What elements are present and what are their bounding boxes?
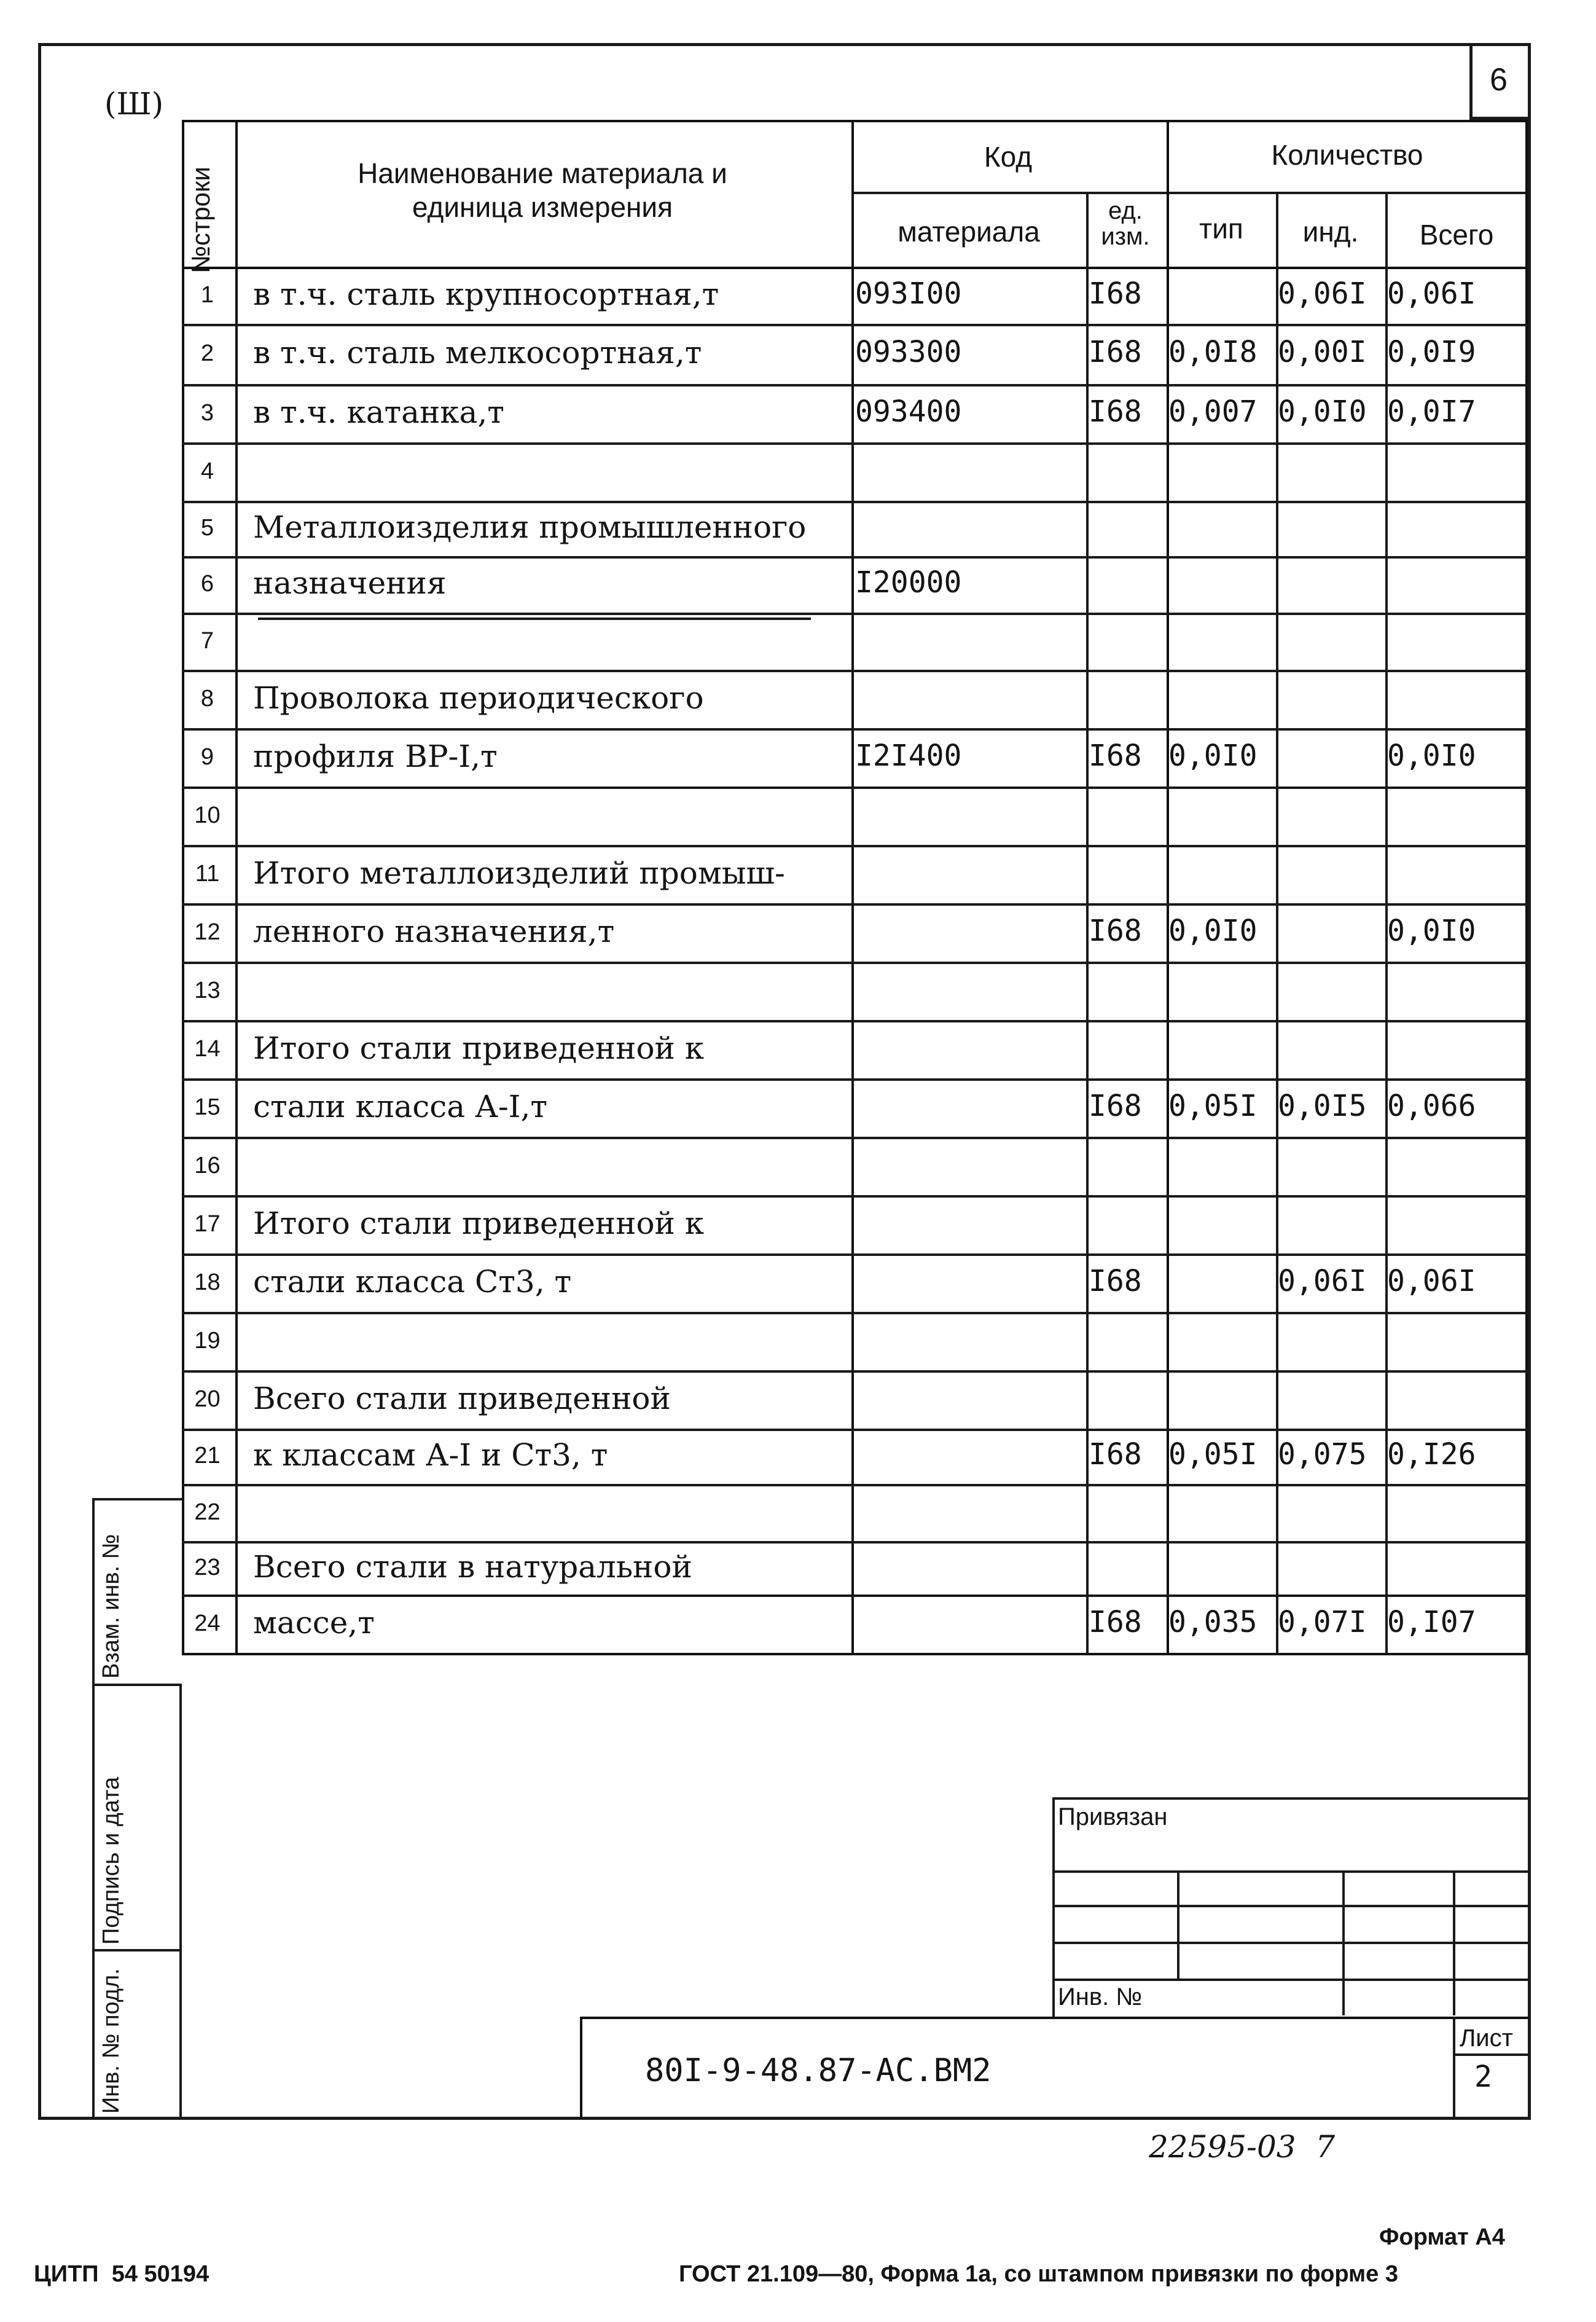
stamp-col — [1342, 1870, 1345, 2015]
material-name: Итого металлоизделий промыш- — [253, 855, 785, 891]
row-line — [182, 1020, 1528, 1022]
unit-code: I68 — [1089, 1604, 1142, 1639]
unit-code: I68 — [1089, 335, 1142, 369]
row-number: 18 — [194, 1269, 221, 1295]
corner-mark: (Ш) — [104, 86, 164, 122]
qty-total: 0,I26 — [1387, 1437, 1476, 1472]
row-line — [182, 1541, 1528, 1543]
unit-code: I68 — [1089, 913, 1142, 948]
row-line — [182, 845, 1528, 847]
material-name: стали класса Ст3, т — [253, 1263, 572, 1300]
row-number: 11 — [195, 860, 220, 887]
header-name-text: Наименование материала и единица измерения — [358, 157, 727, 224]
row-line — [182, 903, 1528, 906]
qty-type: 0,0I0 — [1168, 738, 1258, 773]
header-ind: инд. — [1302, 216, 1359, 248]
unit-code: I68 — [1089, 394, 1142, 429]
row-line — [182, 324, 1528, 326]
material-name: в т.ч. сталь мелкосортная,т — [253, 335, 702, 371]
material-name: Итого стали приведенной к — [253, 1205, 705, 1241]
row-line — [182, 384, 1528, 386]
unit-code: I68 — [1089, 1263, 1142, 1298]
margin-divider — [92, 1498, 182, 1500]
row-number: 13 — [194, 977, 221, 1003]
header-unit: ед. изм. — [1101, 197, 1150, 250]
qty-ind: 0,0I0 — [1278, 394, 1367, 429]
row-line — [182, 1594, 1528, 1597]
qty-ind: 0,075 — [1278, 1437, 1367, 1472]
qty-type: 0,0I0 — [1168, 913, 1258, 948]
material-name: ленного назначения,т — [253, 913, 615, 949]
row-number: 8 — [200, 685, 214, 712]
stamp-col — [1453, 1870, 1455, 2015]
margin-divider — [92, 1949, 182, 1951]
list-box-divider — [1453, 2053, 1528, 2056]
row-line — [182, 670, 1528, 672]
row-line — [182, 1078, 1528, 1081]
list-box-left — [1453, 2017, 1455, 2117]
material-name: профиля ВР-I,т — [253, 738, 498, 774]
qty-type: 0,05I — [1168, 1437, 1258, 1472]
qty-total: 0,0I0 — [1387, 738, 1476, 773]
row-line — [182, 786, 1528, 789]
header-material: материала — [898, 216, 1040, 248]
row-number: 4 — [200, 458, 214, 484]
row-line — [182, 1137, 1528, 1139]
row-line — [182, 613, 1528, 615]
stamp-line — [1052, 1979, 1528, 1981]
row-number: 14 — [194, 1035, 221, 1062]
row-number: 6 — [200, 571, 214, 597]
row-number: 2 — [200, 340, 214, 366]
header-total: Всего — [1419, 219, 1494, 251]
row-line — [182, 501, 1528, 503]
qty-total: 0,06I — [1387, 276, 1476, 311]
qty-total: 0,I07 — [1387, 1604, 1476, 1639]
row-line — [182, 1195, 1528, 1198]
row-line — [182, 1253, 1528, 1256]
row-line — [182, 728, 1528, 731]
row-number: 10 — [194, 802, 221, 828]
col-line — [851, 120, 854, 1653]
material-name: в т.ч. сталь крупносортная,т — [253, 276, 719, 312]
header-quantity: Количество — [1271, 139, 1423, 171]
stamp-line — [1052, 1905, 1528, 1907]
material-code: I20000 — [855, 565, 962, 600]
header-name — [235, 157, 850, 224]
header-type: тип — [1199, 213, 1243, 245]
material-name: Всего стали приведенной — [253, 1380, 671, 1416]
stamp-line — [1052, 1870, 1528, 1873]
row-number: 9 — [200, 743, 214, 770]
qty-ind: 0,00I — [1278, 335, 1367, 369]
page-number: 6 — [1490, 62, 1508, 98]
qty-ind: 0,06I — [1278, 276, 1367, 311]
qty-total: 0,0I9 — [1387, 335, 1476, 369]
title-block-top — [580, 2017, 1528, 2019]
row-line — [182, 556, 1528, 559]
stamp-left — [1052, 1797, 1055, 2018]
list-number: 2 — [1474, 2060, 1492, 2094]
stamp-top — [1052, 1797, 1528, 1800]
row-line — [182, 1370, 1528, 1373]
qty-ind: 0,07I — [1278, 1604, 1367, 1639]
row-line — [182, 962, 1528, 964]
qty-total: 0,0I0 — [1387, 913, 1476, 948]
material-name: стали класса А-I,т — [253, 1088, 548, 1124]
row-number: 15 — [194, 1094, 221, 1120]
row-line — [182, 1429, 1528, 1431]
name-underline — [258, 618, 811, 620]
inv-podl-label: Инв. № подл. — [98, 1968, 124, 2114]
header-code: Код — [984, 141, 1033, 173]
qty-total: 0,066 — [1387, 1088, 1476, 1123]
handwritten-number: 22595-03 7 — [1149, 2129, 1336, 2165]
title-block-left — [580, 2017, 582, 2117]
qty-total: 0,06I — [1387, 1263, 1476, 1298]
row-number: 12 — [194, 919, 221, 945]
material-name: в т.ч. катанка,т — [253, 394, 504, 430]
qty-type: 0,035 — [1168, 1604, 1258, 1639]
footer-left: ЦИТП 54 50194 — [34, 2261, 209, 2287]
material-name: назначения — [253, 565, 447, 601]
qty-ind: 0,0I5 — [1278, 1088, 1367, 1123]
material-name: Проволока периодического — [253, 680, 704, 716]
margin-line — [92, 1498, 95, 2117]
qty-type: 0,007 — [1168, 394, 1258, 429]
header-bottom-line — [182, 267, 1528, 269]
format-label: Формат А4 — [1379, 2224, 1505, 2250]
material-code: 093300 — [855, 335, 962, 369]
row-number: 19 — [194, 1327, 221, 1354]
stamp-col — [1177, 1870, 1179, 1981]
material-name: Всего стали в натуральной — [253, 1548, 692, 1585]
material-code: 093400 — [855, 394, 962, 429]
row-line — [182, 1653, 1528, 1655]
qty-type: 0,05I — [1168, 1088, 1258, 1123]
stamp-line — [1052, 1942, 1528, 1944]
document-code: 80I-9-48.87-АС.ВМ2 — [645, 2052, 992, 2089]
row-number: 5 — [200, 515, 214, 541]
qty-type: 0,0I8 — [1168, 335, 1258, 369]
unit-code: I68 — [1089, 276, 1142, 311]
row-number: 1 — [200, 281, 214, 308]
unit-code: I68 — [1089, 738, 1142, 773]
col-line — [235, 120, 238, 1653]
margin-divider — [92, 1684, 182, 1686]
material-name: массе,т — [253, 1604, 375, 1641]
row-number: 3 — [200, 399, 214, 426]
row-line — [182, 442, 1528, 445]
material-name: к классам А-I и Ст3, т — [253, 1437, 608, 1473]
header-row-no: №строки — [186, 167, 215, 273]
row-number: 22 — [194, 1499, 221, 1525]
qty-ind: 0,06I — [1278, 1263, 1367, 1298]
qty-total: 0,0I7 — [1387, 394, 1476, 429]
row-number: 20 — [194, 1386, 221, 1412]
row-line — [182, 1312, 1528, 1314]
row-number: 23 — [194, 1554, 221, 1580]
footer-gost: ГОСТ 21.109—80, Форма 1а, со штампом привязки по форме 3 — [679, 2261, 1398, 2287]
privyazan-label: Привязан — [1058, 1803, 1168, 1830]
header-mid-line — [851, 192, 1528, 194]
material-name: Металлоизделия промышленного — [253, 509, 807, 545]
row-number: 17 — [194, 1210, 221, 1237]
material-code: I2I400 — [855, 738, 962, 773]
inv-no-label: Инв. № — [1058, 1983, 1143, 2010]
row-number: 24 — [194, 1610, 221, 1636]
row-line — [182, 1484, 1528, 1486]
row-number: 16 — [194, 1152, 221, 1179]
unit-code: I68 — [1089, 1437, 1142, 1472]
col-line — [1525, 120, 1528, 1653]
row-number: 7 — [200, 627, 214, 654]
margin-line-right — [179, 1684, 182, 2117]
list-label: Лист — [1460, 2025, 1513, 2052]
material-name: Итого стали приведенной к — [253, 1030, 705, 1066]
podpis-data-label: Подпись и дата — [98, 1776, 124, 1945]
table-top-border — [182, 120, 1528, 122]
material-code: 093I00 — [855, 276, 962, 311]
row-number: 21 — [194, 1443, 221, 1469]
vzam-inv-label: Взам. инв. № — [98, 1534, 124, 1679]
unit-code: I68 — [1089, 1088, 1142, 1123]
